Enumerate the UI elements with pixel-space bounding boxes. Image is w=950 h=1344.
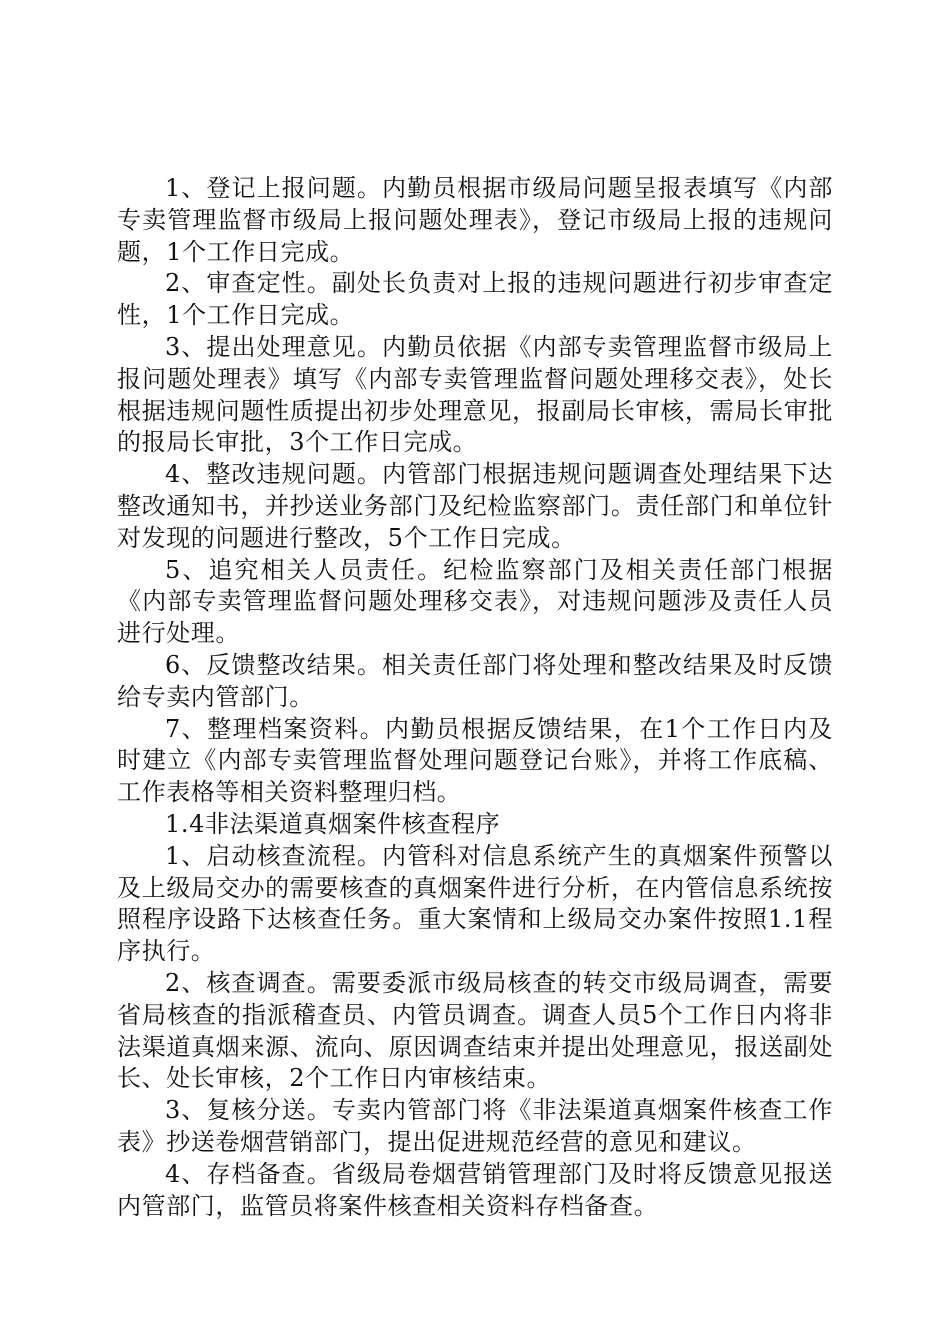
paragraph-3: 3、提出处理意见。内勤员依据《内部专卖管理监督市级局上报问题处理表》填写《内部专卖管理监督问题处理移交表》，处长根据违规问题性质提出初步处理意见，报副局长审核，需局长审批的报局长审批，3个工作日完成。	[117, 332, 833, 457]
paragraph-4: 4、整改违规问题。内管部门根据违规问题调查处理结果下达整改通知书，并抄送业务部门及纪检监察部门。责任部门和单位针对发现的问题进行整改，5个工作日完成。	[117, 460, 833, 552]
paragraph-8: 1、启动核查流程。内管科对信息系统产生的真烟案件预警以及上级局交办的需要核查的真烟案件进行分析，在内管信息系统按照程序设路下达核查任务。重大案情和上级局交办案件按照1.1程序执行。	[117, 841, 833, 966]
paragraph-11: 4、存档备查。省级局卷烟营销管理部门及时将反馈意见报送内管部门，监管员将案件核查相关资料存档备查。	[117, 1159, 833, 1220]
paragraph-1: 1、登记上报问题。内勤员根据市级局问题呈报表填写《内部专卖管理监督市级局上报问题处理表》，登记市级局上报的违规问题，1个工作日完成。	[117, 174, 833, 266]
paragraph-10: 3、复核分送。专卖内管部门将《非法渠道真烟案件核查工作表》抄送卷烟营销部门，提出促进规范经营的意见和建议。	[117, 1096, 833, 1156]
paragraph-2: 2、审查定性。副处长负责对上报的违规问题进行初步审查定性，1个工作日完成。	[117, 269, 833, 330]
paragraph-6: 6、反馈整改结果。相关责任部门将处理和整改结果及时反馈给专卖内管部门。	[117, 650, 833, 711]
paragraph-9: 2、核查调查。需要委派市级局核查的转交市级局调查，需要省局核查的指派稽查员、内管员调查。调查人员5个工作日内将非法渠道真烟来源、流向、原因调查结束并提出处理意见，报送副处长、处长审核，2个工作日内审核结束。	[117, 968, 833, 1093]
paragraph-5: 5、追究相关人员责任。纪检监察部门及相关责任部门根据《内部专卖管理监督问题处理移交表》，对违规问题涉及责任人员进行处理。	[117, 555, 833, 648]
document-body	[117, 173, 833, 1222]
paragraph-7: 7、整理档案资料。内勤员根据反馈结果，在1个工作日内及时建立《内部专卖管理监督处理问题登记台账》，并将工作底稿、工作表格等相关资料整理归档。	[117, 714, 833, 807]
section-heading: 1.4非法渠道真烟案件核查程序	[165, 809, 501, 838]
